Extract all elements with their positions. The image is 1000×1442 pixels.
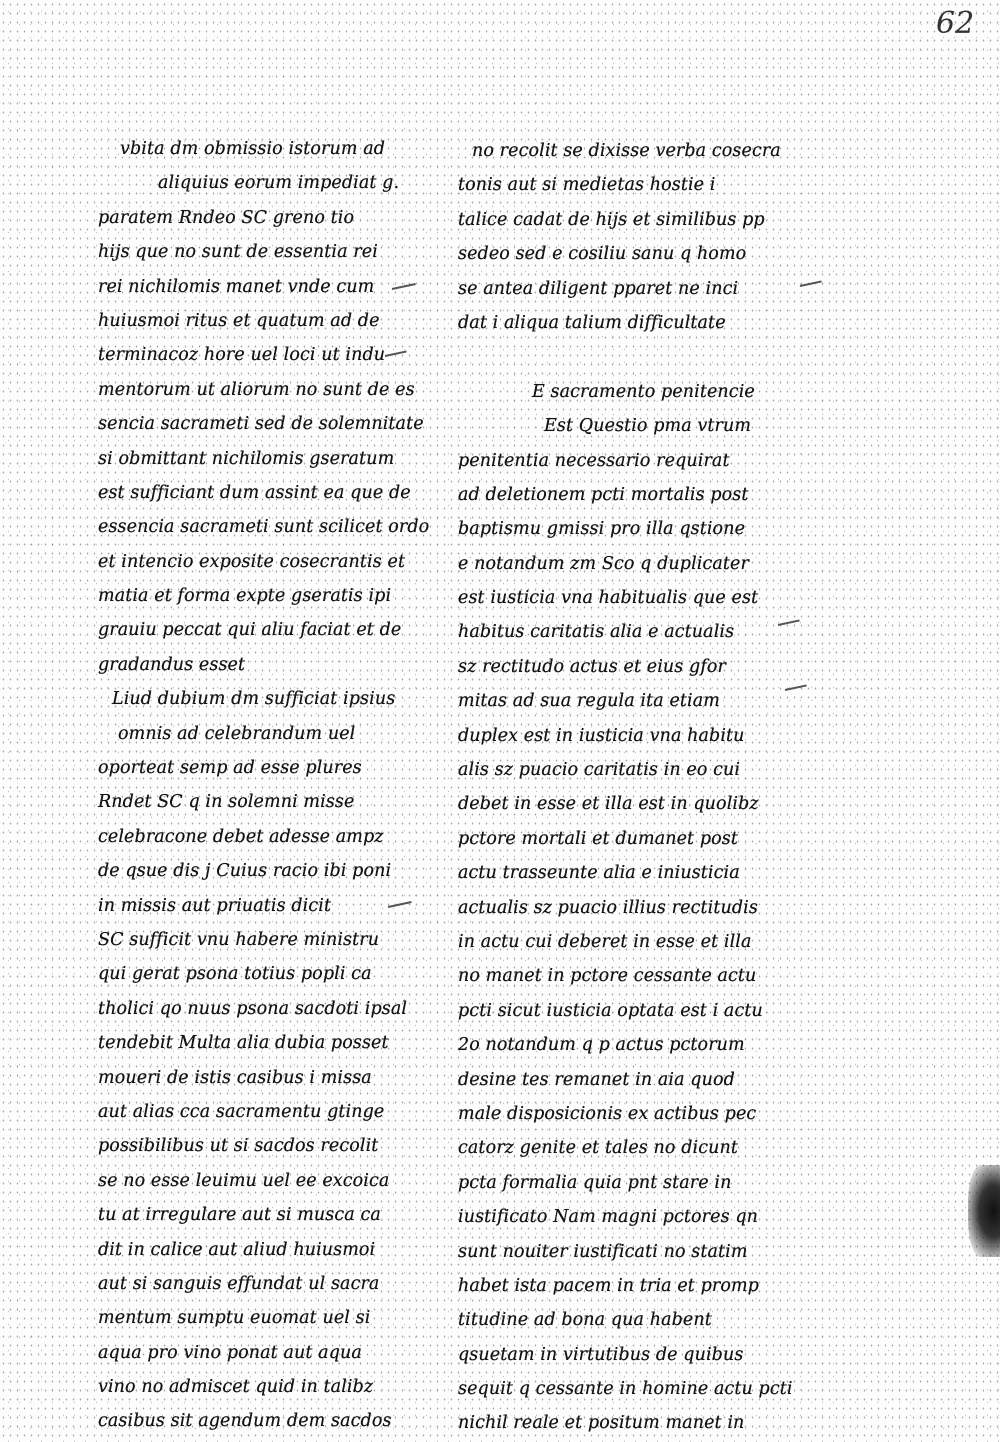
text-line: qui gerat psona totius popli ca — [98, 964, 372, 985]
text-line: moueri de istis casibus i missa — [98, 1067, 372, 1088]
text-line: dit in calice aut aliud huiusmoi — [98, 1239, 376, 1260]
text-line: paratem Rndeo SC greno tio — [98, 207, 355, 228]
right-text-column — [458, 134, 798, 1441]
text-line: alis sz puacio caritatis in eo cui — [458, 760, 741, 781]
text-line: actu trasseunte alia e iniusticia — [458, 863, 740, 884]
text-line: baptismu gmissi pro illa qstione — [458, 519, 746, 540]
text-line: sunt nouiter iustificati no statim — [458, 1241, 748, 1262]
text-line: casibus sit agendum dem sacdos — [98, 1411, 392, 1432]
text-line: omnis ad celebrandum uel — [118, 723, 356, 744]
text-line: pcta formalia quia pnt stare in — [458, 1172, 732, 1193]
text-line: catorz genite et tales no dicunt — [458, 1138, 738, 1159]
left-text-column — [98, 132, 430, 1439]
edge-stain — [968, 1165, 1000, 1257]
text-line: si obmittant nichilomis gseratum — [98, 448, 395, 469]
text-line: qsuetam in virtutibus de quibus — [458, 1344, 744, 1365]
text-line: aut si sanguis effundat ul sacra — [98, 1273, 380, 1294]
text-line: in actu cui deberet in esse et illa — [458, 931, 752, 952]
folio-number: 62 — [936, 6, 975, 41]
text-line: Liud dubium dm sufficiat ipsius — [112, 689, 396, 710]
text-line: se antea diligent pparet ne inci — [458, 278, 739, 299]
text-line: et intencio exposite cosecrantis et — [98, 551, 406, 572]
text-line: no recolit se dixisse verba cosecra — [472, 141, 781, 161]
text-line: SC sufficit vnu habere ministru — [98, 929, 380, 950]
text-line: dat i aliqua talium difficultate — [458, 312, 726, 333]
text-line: celebracone debet adesse ampz — [98, 826, 384, 847]
text-line: in missis aut priuatis dicit — [98, 895, 332, 916]
text-line: vino no admiscet quid in talibz — [98, 1377, 374, 1398]
text-line: tonis aut si medietas hostie i — [458, 175, 716, 196]
text-line: titudine ad bona qua habent — [458, 1310, 712, 1331]
text-line: male disposicionis ex actibus pec — [458, 1103, 757, 1124]
text-line: Est Questio pma vtrum — [544, 416, 752, 437]
text-line: sedeo sed e cosiliu sanu q homo — [458, 244, 747, 265]
text-line: tholici qo nuus psona sacdoti ipsal — [98, 998, 408, 1019]
text-line: mitas ad sua regula ita etiam — [458, 691, 720, 712]
text-line: oporteat semp ad esse plures — [98, 758, 362, 779]
text-line: possibilibus ut si sacdos recolit — [98, 1136, 379, 1157]
text-line: matia et forma expte gseratis ipi — [98, 586, 392, 607]
text-line: actualis sz puacio illius rectitudis — [458, 897, 758, 918]
text-line: sequit q cessante in homine actu pcti — [458, 1379, 793, 1400]
text-line: desine tes remanet in aia quod — [458, 1069, 735, 1090]
text-line — [458, 340, 798, 374]
text-line: aut alias cca sacramentu gtinge — [98, 1101, 385, 1122]
text-line: de qsue dis j Cuius racio ibi poni — [98, 861, 392, 882]
text-line: no manet in pctore cessante actu — [458, 966, 757, 987]
text-line: nichil reale et positum manet in — [458, 1413, 745, 1434]
text-line: se no esse leuimu uel ee excoica — [98, 1170, 390, 1191]
text-line: pctore mortali et dumanet post — [458, 828, 739, 849]
text-line: vbita dm obmissio istorum ad — [120, 139, 386, 159]
text-line: sencia sacrameti sed de solemnitate — [98, 414, 424, 435]
text-line: terminacoz hore uel loci ut indu — [98, 345, 386, 366]
text-line: E sacramento penitencie — [532, 381, 755, 402]
text-line: hijs que no sunt de essentia rei — [98, 242, 378, 263]
text-line: duplex est in iusticia vna habitu — [458, 725, 745, 746]
text-line: sz rectitudo actus et eius gfor — [458, 656, 727, 677]
margin-mark — [800, 280, 822, 287]
text-line: aqua pro vino ponat aut aqua — [98, 1342, 362, 1363]
text-line: est sufficiant dum assint ea que de — [98, 482, 411, 503]
text-line: iustificato Nam magni pctores qn — [458, 1207, 758, 1228]
text-line: essencia sacrameti sunt scilicet ordo — [98, 517, 430, 538]
text-line: gradandus esset — [98, 654, 246, 675]
text-line: Rndet SC q in solemni misse — [98, 792, 355, 813]
text-line: talice cadat de hijs et similibus pp — [458, 209, 765, 230]
text-line: tendebit Multa alia dubia posset — [98, 1033, 389, 1054]
text-line: penitentia necessario requirat — [458, 450, 730, 471]
text-line: grauiu peccat qui aliu faciat et de — [98, 620, 402, 641]
text-line: aliquius eorum impediat g. — [158, 173, 400, 194]
text-line: 2o notandum q p actus pctorum — [458, 1035, 745, 1056]
text-line: mentorum ut aliorum no sunt de es — [98, 379, 415, 400]
text-line: debet in esse et illa est in quolibz — [458, 794, 759, 815]
text-line: rei nichilomis manet vnde cum — [98, 276, 375, 297]
text-line: pcti sicut iusticia optata est i actu — [458, 1000, 763, 1021]
text-line: habet ista pacem in tria et promp — [458, 1275, 759, 1296]
text-line: habitus caritatis alia e actualis — [458, 622, 735, 643]
text-line: huiusmoi ritus et quatum ad de — [98, 310, 380, 331]
text-line: tu at irregulare aut si musca ca — [98, 1205, 381, 1226]
text-line: est iusticia vna habitualis que est — [458, 588, 759, 609]
text-line: e notandum zm Sco q duplicater — [458, 553, 749, 574]
text-line: ad deletionem pcti mortalis post — [458, 484, 749, 505]
text-line: mentum sumptu euomat uel si — [98, 1308, 371, 1329]
